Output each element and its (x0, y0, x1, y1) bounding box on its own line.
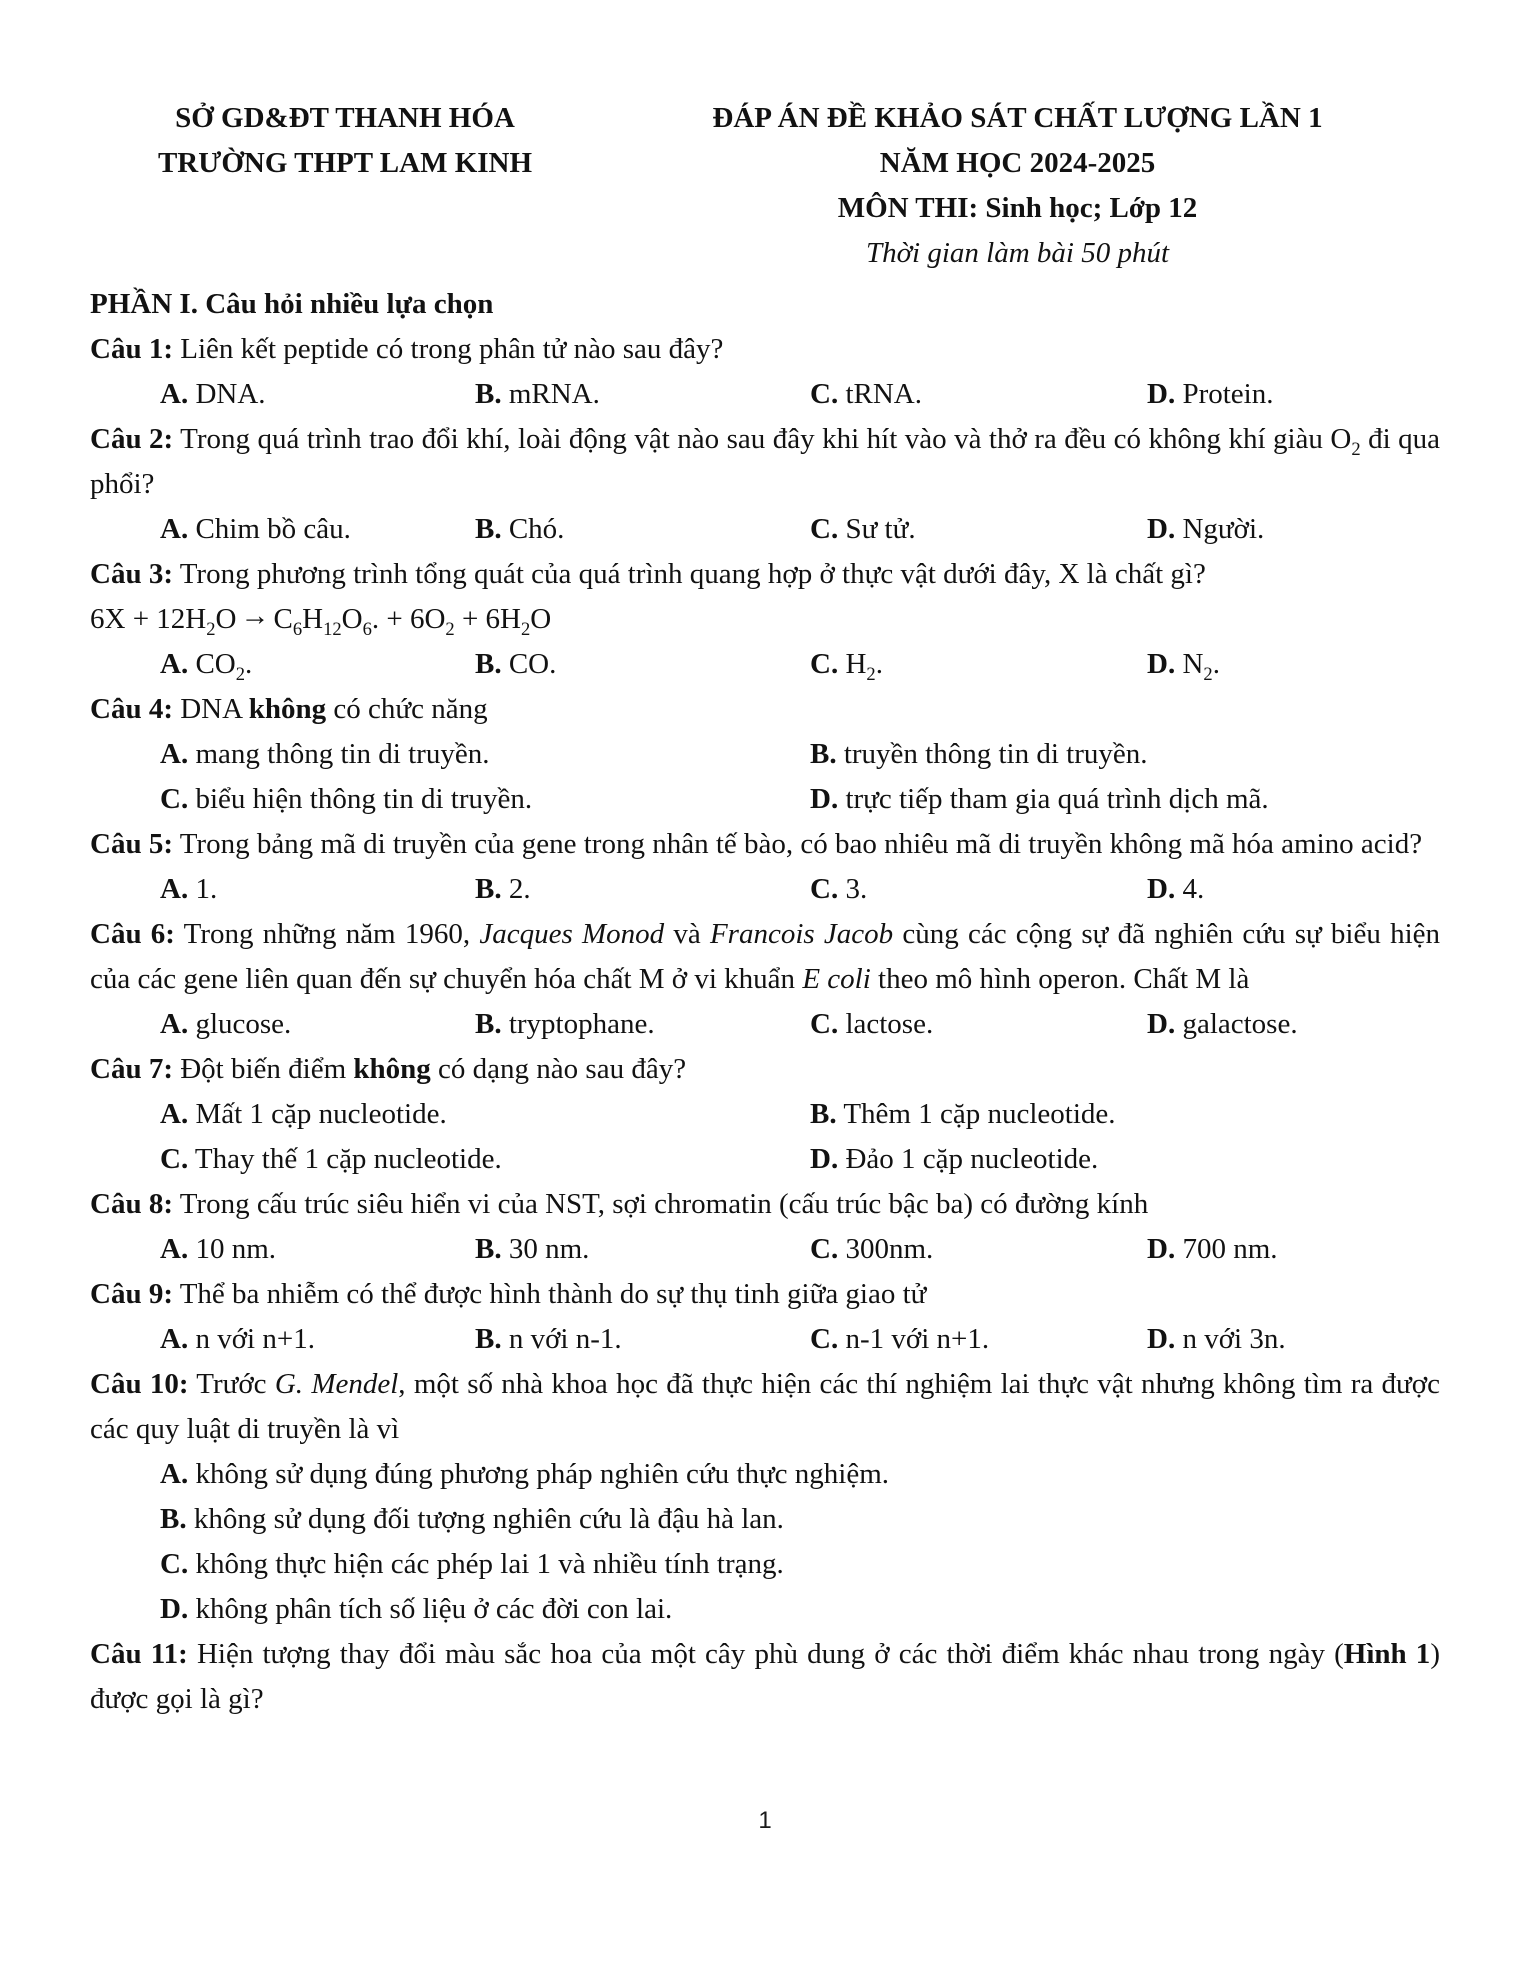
exam-title: ĐÁP ÁN ĐỀ KHẢO SÁT CHẤT LƯỢNG LẦN 1 (712, 102, 1323, 134)
question-3-text: Câu 3: Trong phương trình tổng quát của quá trình quang hợp ở thực vật dưới đây, X là chất gì? (90, 558, 1206, 590)
question-6-text: Câu 6: Trong những năm 1960, Jacques Monod và Francois Jacob cùng các cộng sự đã nghiên cứu sự biểu hiện của các gene liên quan đến sự chuyển hóa chất M ở vi khuẩn E coli theo mô hình operon. Chất M là (90, 918, 1441, 995)
question-3-options (160, 642, 1440, 687)
header (90, 96, 1440, 276)
question-4-options (160, 732, 1440, 822)
option-7d: D. Đảo 1 cặp nucleotide. (810, 1143, 1099, 1175)
option-7a: A. Mất 1 cặp nucleotide. (160, 1098, 447, 1130)
option-5b: B. 2. (475, 873, 531, 905)
option-5d: D. 4. (1147, 873, 1205, 905)
question-7-options (160, 1092, 1440, 1182)
option-9a: A. n với n+1. (160, 1323, 315, 1355)
option-8b: B. 30 nm. (475, 1233, 590, 1265)
school-year: NĂM HỌC 2024-2025 (879, 147, 1156, 179)
option-2d: D. Người. (1147, 513, 1265, 545)
question-8-options (160, 1227, 1440, 1272)
question-7-text: Câu 7: Đột biến điểm không có dạng nào sau đây? (90, 1053, 687, 1085)
department-name: SỞ GD&ĐT THANH HÓA (175, 102, 515, 134)
question-10-options (160, 1452, 1440, 1632)
duration-line: Thời gian làm bài 50 phút (865, 237, 1170, 269)
question-11 (90, 1632, 1440, 1722)
option-2c: C. Sư tử. (810, 513, 916, 545)
question-9 (90, 1272, 1440, 1362)
option-10d: D. không phân tích số liệu ở các đời con lai. (160, 1593, 673, 1625)
question-2 (90, 417, 1440, 552)
question-5-options (160, 867, 1440, 912)
question-1 (90, 327, 1440, 417)
question-4-text: Câu 4: DNA không có chức năng (90, 693, 488, 725)
option-2a: A. Chim bồ câu. (160, 513, 351, 545)
question-2-text: Câu 2: Trong quá trình trao đổi khí, loài động vật nào sau đây khi hít vào và thở ra đều có không khí giàu $O_2$ đi qua phổi? (90, 423, 1440, 500)
option-3a: A. $CO_2$. (160, 648, 253, 685)
question-7 (90, 1047, 1440, 1182)
option-4b: B. truyền thông tin di truyền. (810, 738, 1148, 770)
option-2b: B. Chó. (475, 513, 565, 545)
option-1d: D. Protein. (1147, 378, 1274, 410)
option-9b: B. n với n-1. (475, 1323, 622, 1355)
option-1b: B. mRNA. (475, 378, 600, 410)
option-5c: C. 3. (810, 873, 868, 905)
question-6-options (160, 1002, 1440, 1047)
question-2-options (160, 507, 1440, 552)
option-4d: D. trực tiếp tham gia quá trình dịch mã. (810, 783, 1269, 815)
option-6b: B. tryptophane. (475, 1008, 655, 1040)
page-number: 1 (758, 1807, 772, 1834)
question-4 (90, 687, 1440, 822)
school-header-block (90, 96, 600, 186)
exam-header-block (600, 96, 1435, 276)
option-8a: A. 10 nm. (160, 1233, 277, 1265)
subject-line: MÔN THI: Sinh học; Lớp 12 (837, 192, 1198, 224)
option-1a: A. DNA. (160, 378, 266, 410)
question-5-text: Câu 5: Trong bảng mã di truyền của gene trong nhân tế bào, có bao nhiêu mã di truyền không mã hóa amino acid? (90, 828, 1423, 860)
question-8-text: Câu 8: Trong cấu trúc siêu hiển vi của NST, sợi chromatin (cấu trúc bậc ba) có đường kính (90, 1188, 1149, 1220)
option-8c: C. 300nm. (810, 1233, 934, 1265)
question-8 (90, 1182, 1440, 1272)
option-9c: C. n-1 với n+1. (810, 1323, 990, 1355)
option-6d: D. galactose. (1147, 1008, 1298, 1040)
option-4a: A. mang thông tin di truyền. (160, 738, 490, 770)
option-3c: C. $H_2$. (810, 648, 883, 685)
question-10 (90, 1362, 1440, 1632)
school-name: TRƯỜNG THPT LAM KINH (157, 147, 533, 179)
question-6 (90, 912, 1440, 1047)
question-9-options (160, 1317, 1440, 1362)
option-4c: C. biểu hiện thông tin di truyền. (160, 783, 533, 815)
question-3 (90, 552, 1440, 687)
option-5a: A. 1. (160, 873, 218, 905)
question-5 (90, 822, 1440, 912)
option-10c: C. không thực hiện các phép lai 1 và nhiều tính trạng. (160, 1548, 784, 1580)
option-6a: A. glucose. (160, 1008, 292, 1040)
question-10-text: Câu 10: Trước G. Mendel, một số nhà khoa học đã thực hiện các thí nghiệm lai thực vật nhưng không tìm ra được các quy luật di truyền là vì (90, 1368, 1440, 1445)
option-3d: D. $N_2$. (1147, 648, 1220, 685)
section-title: PHẦN I. Câu hỏi nhiều lựa chọn (90, 288, 494, 320)
option-6c: C. lactose. (810, 1008, 934, 1040)
question-1-text: Câu 1: Liên kết peptide có trong phân tử nào sau đây? (90, 333, 724, 365)
question-1-options (160, 372, 1440, 417)
option-7b: B. Thêm 1 cặp nucleotide. (810, 1098, 1116, 1130)
photosynthesis-equation: $6X + 12H_2O \to C_6H_{12}O_6$. + $6O_2 + 6H_2O$ (90, 600, 552, 640)
option-7c: C. Thay thế 1 cặp nucleotide. (160, 1143, 502, 1175)
option-8d: D. 700 nm. (1147, 1233, 1278, 1265)
option-9d: D. n với 3n. (1147, 1323, 1286, 1355)
option-10b: B. không sử dụng đối tượng nghiên cứu là đậu hà lan. (160, 1503, 784, 1535)
question-9-text: Câu 9: Thể ba nhiễm có thể được hình thành do sự thụ tinh giữa giao tử (90, 1278, 927, 1310)
option-10a: A. không sử dụng đúng phương pháp nghiên cứu thực nghiệm. (160, 1458, 890, 1490)
option-3b: B. CO. (475, 648, 557, 680)
question-11-text: Câu 11: Hiện tượng thay đổi màu sắc hoa của một cây phù dung ở các thời điểm khác nhau trong ngày (Hình 1) được gọi là gì? (90, 1638, 1440, 1715)
option-1c: C. tRNA. (810, 378, 922, 410)
